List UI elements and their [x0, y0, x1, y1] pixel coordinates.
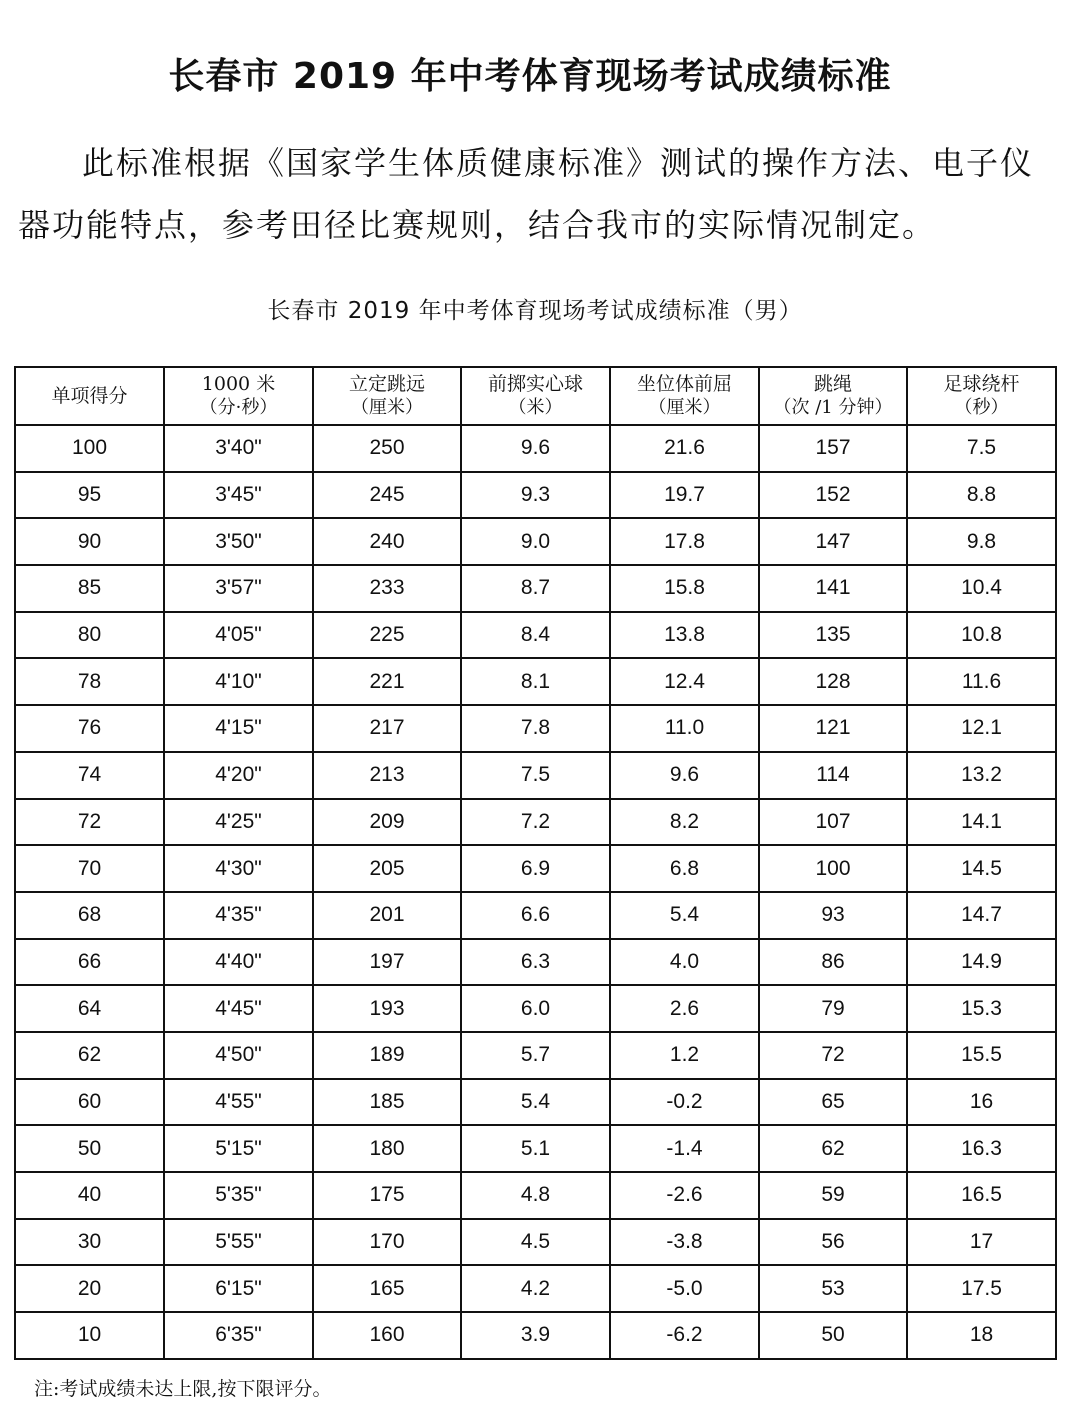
table-row	[15, 1265, 1056, 1312]
cell-sit-reach: 11.0	[610, 705, 759, 752]
cell-rope-skip: 114	[759, 752, 907, 799]
cell-rope-skip: 86	[759, 939, 907, 986]
cell-standing-jump: 201	[313, 892, 461, 939]
header-sit-reach-label: 坐位体前屈	[636, 373, 732, 395]
cell-rope-skip: 65	[759, 1079, 907, 1126]
table-row	[15, 1032, 1056, 1079]
cell-score: 70	[15, 845, 164, 892]
table-row	[15, 752, 1056, 799]
cell-run-1000m: 4'35"	[164, 892, 313, 939]
header-rope-skip	[759, 367, 907, 425]
cell-run-1000m: 4'20"	[164, 752, 313, 799]
cell-standing-jump: 240	[313, 518, 461, 565]
cell-score: 78	[15, 658, 164, 705]
cell-run-1000m: 4'50"	[164, 1032, 313, 1079]
cell-sit-reach: -1.4	[610, 1125, 759, 1172]
cell-run-1000m: 3'57"	[164, 565, 313, 612]
cell-run-1000m: 4'45"	[164, 985, 313, 1032]
header-score-label: 单项得分	[51, 385, 128, 407]
cell-sit-reach: 19.7	[610, 472, 759, 519]
cell-standing-jump: 250	[313, 425, 461, 472]
cell-rope-skip: 50	[759, 1312, 907, 1359]
cell-football-dribble: 14.9	[907, 939, 1056, 986]
cell-football-dribble: 10.8	[907, 612, 1056, 659]
cell-shot-throw: 6.0	[461, 985, 610, 1032]
cell-standing-jump: 175	[313, 1172, 461, 1219]
cell-shot-throw: 5.4	[461, 1079, 610, 1126]
cell-score: 100	[15, 425, 164, 472]
header-shot-throw	[461, 367, 610, 425]
cell-standing-jump: 170	[313, 1219, 461, 1266]
cell-score: 62	[15, 1032, 164, 1079]
header-rope-skip-unit: （次 /1 分钟）	[773, 397, 893, 418]
cell-shot-throw: 3.9	[461, 1312, 610, 1359]
header-sit-reach	[610, 367, 759, 425]
cell-score: 30	[15, 1219, 164, 1266]
cell-run-1000m: 4'30"	[164, 845, 313, 892]
header-1000m-label: 1000 米	[201, 373, 276, 395]
cell-rope-skip: 157	[759, 425, 907, 472]
footnote: 注:考试成绩未达上限,按下限评分。	[34, 1378, 332, 1400]
header-standing-jump-unit: （厘米）	[351, 397, 423, 418]
cell-run-1000m: 6'35"	[164, 1312, 313, 1359]
cell-shot-throw: 4.5	[461, 1219, 610, 1266]
cell-rope-skip: 147	[759, 518, 907, 565]
cell-shot-throw: 7.5	[461, 752, 610, 799]
cell-football-dribble: 8.8	[907, 472, 1056, 519]
cell-score: 64	[15, 985, 164, 1032]
table-row	[15, 425, 1056, 472]
cell-standing-jump: 217	[313, 705, 461, 752]
header-1000m	[164, 367, 313, 425]
cell-shot-throw: 8.7	[461, 565, 610, 612]
cell-score: 60	[15, 1079, 164, 1126]
cell-shot-throw: 9.6	[461, 425, 610, 472]
table-row	[15, 1079, 1056, 1126]
cell-standing-jump: 160	[313, 1312, 461, 1359]
header-standing-jump-label: 立定跳远	[348, 373, 425, 395]
cell-shot-throw: 8.1	[461, 658, 610, 705]
table-row	[15, 799, 1056, 846]
header-shot-throw-unit: （米）	[508, 397, 563, 418]
cell-score: 68	[15, 892, 164, 939]
cell-shot-throw: 6.6	[461, 892, 610, 939]
cell-sit-reach: 4.0	[610, 939, 759, 986]
cell-rope-skip: 121	[759, 705, 907, 752]
cell-score: 74	[15, 752, 164, 799]
header-football-dribble	[907, 367, 1056, 425]
header-football-dribble-unit: （秒）	[954, 397, 1009, 418]
table-row	[15, 845, 1056, 892]
cell-standing-jump: 225	[313, 612, 461, 659]
table-row	[15, 1172, 1056, 1219]
cell-shot-throw: 5.1	[461, 1125, 610, 1172]
cell-shot-throw: 9.3	[461, 472, 610, 519]
cell-score: 66	[15, 939, 164, 986]
cell-football-dribble: 15.3	[907, 985, 1056, 1032]
cell-run-1000m: 3'40"	[164, 425, 313, 472]
table-header-row	[15, 367, 1056, 425]
cell-run-1000m: 4'15"	[164, 705, 313, 752]
cell-sit-reach: 6.8	[610, 845, 759, 892]
cell-football-dribble: 17	[907, 1219, 1056, 1266]
table-row	[15, 1125, 1056, 1172]
cell-rope-skip: 62	[759, 1125, 907, 1172]
intro-paragraph: 此标准根据《国家学生体质健康标准》测试的操作方法、电子仪器功能特点，参考田径比赛规则，结合我市的实际情况制定。	[18, 144, 1035, 244]
cell-football-dribble: 15.5	[907, 1032, 1056, 1079]
cell-score: 95	[15, 472, 164, 519]
cell-shot-throw: 7.8	[461, 705, 610, 752]
cell-shot-throw: 7.2	[461, 799, 610, 846]
header-score	[15, 367, 164, 425]
cell-rope-skip: 141	[759, 565, 907, 612]
header-sit-reach-unit: （厘米）	[648, 397, 721, 418]
cell-football-dribble: 16.3	[907, 1125, 1056, 1172]
cell-shot-throw: 9.0	[461, 518, 610, 565]
cell-standing-jump: 205	[313, 845, 461, 892]
cell-sit-reach: 9.6	[610, 752, 759, 799]
cell-rope-skip: 135	[759, 612, 907, 659]
cell-sit-reach: 21.6	[610, 425, 759, 472]
cell-sit-reach: 8.2	[610, 799, 759, 846]
cell-run-1000m: 5'55"	[164, 1219, 313, 1266]
header-football-dribble-label: 足球绕杆	[943, 373, 1020, 395]
cell-sit-reach: 2.6	[610, 985, 759, 1032]
cell-football-dribble: 14.1	[907, 799, 1056, 846]
cell-rope-skip: 100	[759, 845, 907, 892]
cell-standing-jump: 213	[313, 752, 461, 799]
cell-run-1000m: 3'50"	[164, 518, 313, 565]
cell-run-1000m: 4'25"	[164, 799, 313, 846]
table-row	[15, 1219, 1056, 1266]
cell-rope-skip: 128	[759, 658, 907, 705]
cell-standing-jump: 180	[313, 1125, 461, 1172]
cell-score: 40	[15, 1172, 164, 1219]
cell-sit-reach: 13.8	[610, 612, 759, 659]
table-row	[15, 892, 1056, 939]
table-row	[15, 518, 1056, 565]
cell-football-dribble: 16.5	[907, 1172, 1056, 1219]
cell-run-1000m: 5'35"	[164, 1172, 313, 1219]
cell-football-dribble: 14.7	[907, 892, 1056, 939]
cell-rope-skip: 93	[759, 892, 907, 939]
cell-rope-skip: 107	[759, 799, 907, 846]
cell-football-dribble: 18	[907, 1312, 1056, 1359]
table-row	[15, 658, 1056, 705]
header-1000m-unit: （分·秒）	[199, 397, 278, 418]
cell-run-1000m: 4'10"	[164, 658, 313, 705]
cell-score: 76	[15, 705, 164, 752]
cell-run-1000m: 4'05"	[164, 612, 313, 659]
cell-shot-throw: 4.2	[461, 1265, 610, 1312]
cell-run-1000m: 6'15"	[164, 1265, 313, 1312]
cell-football-dribble: 9.8	[907, 518, 1056, 565]
cell-sit-reach: -6.2	[610, 1312, 759, 1359]
score-standard-table	[14, 366, 1057, 1360]
cell-standing-jump: 185	[313, 1079, 461, 1126]
cell-score: 72	[15, 799, 164, 846]
cell-sit-reach: 1.2	[610, 1032, 759, 1079]
cell-football-dribble: 12.1	[907, 705, 1056, 752]
cell-standing-jump: 165	[313, 1265, 461, 1312]
cell-shot-throw: 5.7	[461, 1032, 610, 1079]
table-title: 长春市 2019 年中考体育现场考试成绩标准（男）	[267, 298, 803, 324]
header-shot-throw-label: 前掷实心球	[487, 373, 583, 395]
cell-score: 80	[15, 612, 164, 659]
header-standing-jump	[313, 367, 461, 425]
cell-rope-skip: 56	[759, 1219, 907, 1266]
table-row	[15, 612, 1056, 659]
cell-shot-throw: 8.4	[461, 612, 610, 659]
cell-sit-reach: -0.2	[610, 1079, 759, 1126]
table-row	[15, 985, 1056, 1032]
cell-score: 10	[15, 1312, 164, 1359]
cell-score: 90	[15, 518, 164, 565]
page-title: 长春市 2019 年中考体育现场考试成绩标准	[168, 56, 892, 98]
cell-sit-reach: 17.8	[610, 518, 759, 565]
cell-football-dribble: 10.4	[907, 565, 1056, 612]
table-row	[15, 939, 1056, 986]
cell-standing-jump: 193	[313, 985, 461, 1032]
cell-football-dribble: 11.6	[907, 658, 1056, 705]
table-row	[15, 1312, 1056, 1359]
cell-score: 85	[15, 565, 164, 612]
cell-rope-skip: 59	[759, 1172, 907, 1219]
cell-sit-reach: 15.8	[610, 565, 759, 612]
cell-rope-skip: 152	[759, 472, 907, 519]
cell-shot-throw: 6.3	[461, 939, 610, 986]
table-row	[15, 472, 1056, 519]
cell-sit-reach: 5.4	[610, 892, 759, 939]
table-row	[15, 565, 1056, 612]
cell-score: 20	[15, 1265, 164, 1312]
cell-run-1000m: 4'55"	[164, 1079, 313, 1126]
cell-standing-jump: 221	[313, 658, 461, 705]
cell-rope-skip: 79	[759, 985, 907, 1032]
cell-standing-jump: 197	[313, 939, 461, 986]
table-body	[15, 425, 1056, 1359]
cell-football-dribble: 14.5	[907, 845, 1056, 892]
cell-football-dribble: 16	[907, 1079, 1056, 1126]
cell-football-dribble: 17.5	[907, 1265, 1056, 1312]
cell-shot-throw: 6.9	[461, 845, 610, 892]
cell-standing-jump: 233	[313, 565, 461, 612]
cell-run-1000m: 3'45"	[164, 472, 313, 519]
cell-sit-reach: -5.0	[610, 1265, 759, 1312]
header-rope-skip-label: 跳绳	[813, 373, 852, 395]
cell-standing-jump: 209	[313, 799, 461, 846]
cell-run-1000m: 5'15"	[164, 1125, 313, 1172]
cell-sit-reach: 12.4	[610, 658, 759, 705]
table-row	[15, 705, 1056, 752]
cell-rope-skip: 72	[759, 1032, 907, 1079]
cell-football-dribble: 13.2	[907, 752, 1056, 799]
cell-sit-reach: -2.6	[610, 1172, 759, 1219]
cell-football-dribble: 7.5	[907, 425, 1056, 472]
cell-score: 50	[15, 1125, 164, 1172]
cell-standing-jump: 189	[313, 1032, 461, 1079]
cell-sit-reach: -3.8	[610, 1219, 759, 1266]
cell-shot-throw: 4.8	[461, 1172, 610, 1219]
cell-standing-jump: 245	[313, 472, 461, 519]
cell-rope-skip: 53	[759, 1265, 907, 1312]
cell-run-1000m: 4'40"	[164, 939, 313, 986]
